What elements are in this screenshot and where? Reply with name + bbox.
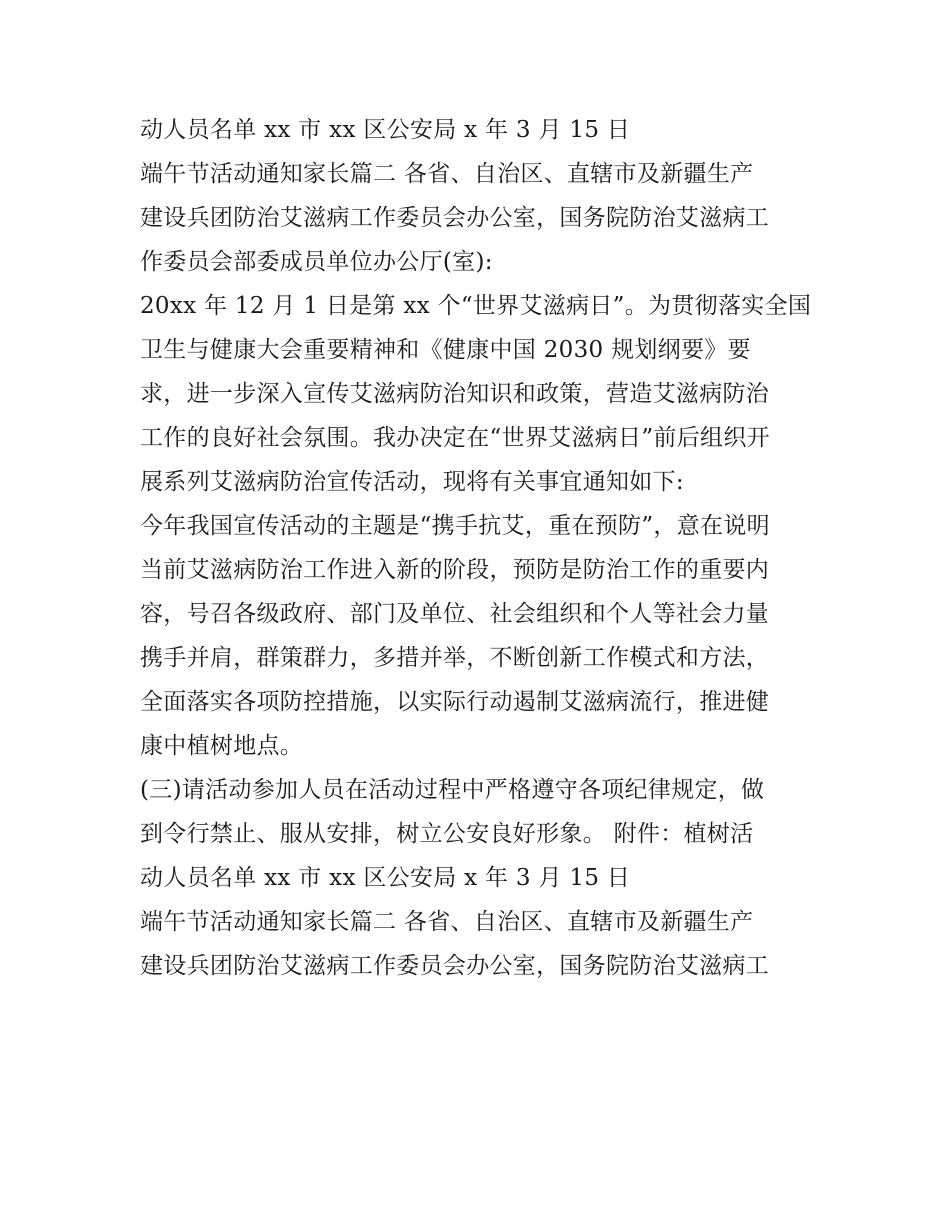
text-line: 求，进一步深入宣传艾滋病防治知识和政策，营造艾滋病防治	[140, 381, 770, 407]
text-line: 卫生与健康大会重要精神和《健康中国 2030 规划纲要》要	[140, 337, 751, 363]
text-line: 20xx 年 12 月 1 日是第 xx 个“世界艾滋病日”。为贯彻落实全国	[140, 293, 812, 319]
text-line: 工作的良好社会氛围。我办决定在“世界艾滋病日”前后组织开	[140, 425, 770, 451]
text-line: 作委员会部委成员单位办公厅(室):	[140, 249, 493, 275]
text-line: 端午节活动通知家长篇二 各省、自治区、直辖市及新疆生产	[140, 161, 754, 187]
text-line: (三)请活动参加人员在活动过程中严格遵守各项纪律规定，做	[140, 777, 765, 803]
document-body	[140, 108, 820, 988]
text-line: 建设兵团防治艾滋病工作委员会办公室，国务院防治艾滋病工	[140, 953, 770, 979]
text-line: 端午节活动通知家长篇二 各省、自治区、直辖市及新疆生产	[140, 909, 754, 935]
text-line: 今年我国宣传活动的主题是“携手抗艾，重在预防”，意在说明	[140, 513, 770, 539]
text-line: 当前艾滋病防治工作进入新的阶段，预防是防治工作的重要内	[140, 557, 770, 583]
text-line: 动人员名单 xx 市 xx 区公安局 x 年 3 月 15 日	[140, 865, 631, 891]
text-line: 动人员名单 xx 市 xx 区公安局 x 年 3 月 15 日	[140, 117, 631, 143]
text-line: 展系列艾滋病防治宣传活动，现将有关事宜通知如下:	[140, 469, 684, 495]
text-line: 建设兵团防治艾滋病工作委员会办公室，国务院防治艾滋病工	[140, 205, 770, 231]
text-line: 携手并肩，群策群力，多措并举，不断创新工作模式和方法，	[140, 645, 770, 671]
text-line: 全面落实各项防控措施，以实际行动遏制艾滋病流行，推进健	[140, 689, 770, 715]
text-line: 到令行禁止、服从安排，树立公安良好形象。 附件：植树活	[140, 821, 754, 847]
text-line: 容，号召各级政府、部门及单位、社会组织和个人等社会力量	[140, 601, 770, 627]
text-line: 康中植树地点。	[140, 733, 304, 759]
